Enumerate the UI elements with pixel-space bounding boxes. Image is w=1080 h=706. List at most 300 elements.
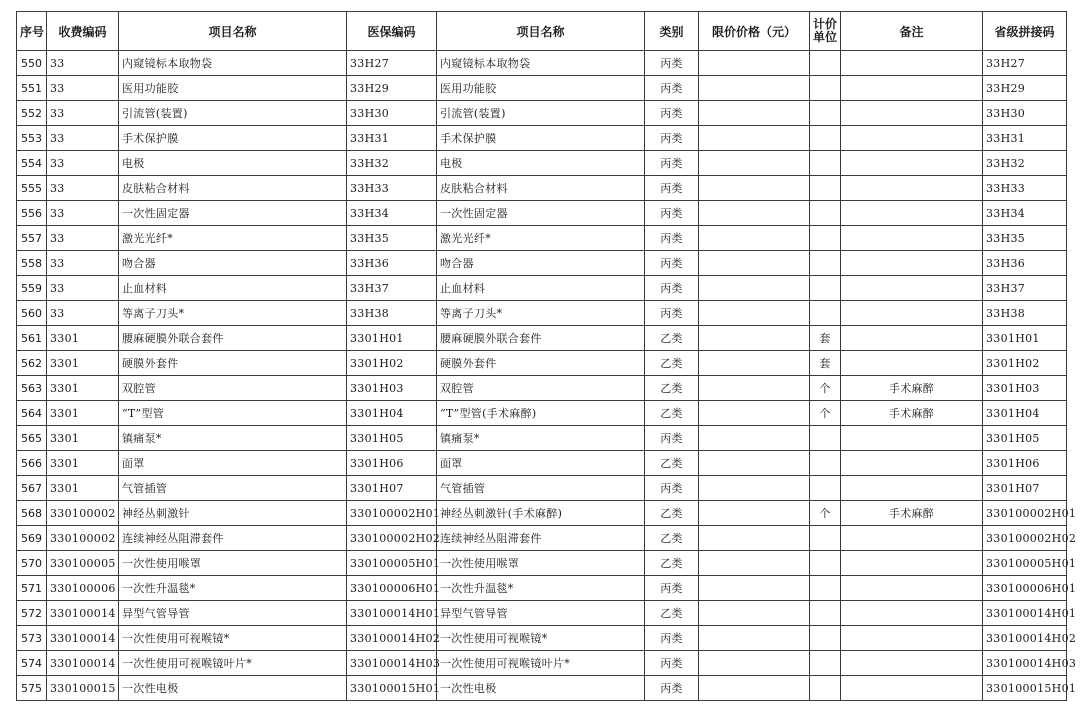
cell-provincial-code: 330100002H02 [983, 526, 1067, 551]
cell-item-name: 神经丛刺激针 [119, 501, 347, 526]
cell-item-name-2: 气管插管 [437, 476, 645, 501]
cell-price-limit [699, 326, 810, 351]
table-row [17, 626, 1067, 651]
cell-provincial-code: 3301H06 [983, 451, 1067, 476]
cell-medical-code: 33H38 [347, 301, 437, 326]
cell-item-name-2: 一次性电极 [437, 676, 645, 701]
cell-category: 乙类 [645, 376, 699, 401]
cell-category: 乙类 [645, 501, 699, 526]
cell-category: 丙类 [645, 476, 699, 501]
cell-remark: 手术麻醉 [841, 376, 983, 401]
cell-remark [841, 676, 983, 701]
cell-item-name-2: 镇痛泵* [437, 426, 645, 451]
table-row [17, 676, 1067, 701]
cell-remark [841, 276, 983, 301]
cell-fee-code: 330100014 [47, 601, 119, 626]
cell-medical-code: 33H31 [347, 126, 437, 151]
cell-provincial-code: 33H29 [983, 76, 1067, 101]
cell-category: 乙类 [645, 401, 699, 426]
cell-item-name: 面罩 [119, 451, 347, 476]
cell-seq: 572 [17, 601, 47, 626]
cell-item-name-2: 止血材料 [437, 276, 645, 301]
table-row [17, 251, 1067, 276]
cell-fee-code: 330100006 [47, 576, 119, 601]
cell-medical-code: 330100002H01 [347, 501, 437, 526]
cell-fee-code: 330100005 [47, 551, 119, 576]
table-row [17, 426, 1067, 451]
table-row [17, 376, 1067, 401]
cell-item-name-2: 激光光纤* [437, 226, 645, 251]
cell-category: 丙类 [645, 676, 699, 701]
table-row [17, 651, 1067, 676]
cell-item-name: 一次性升温毯* [119, 576, 347, 601]
cell-item-name: 一次性使用可视喉镜* [119, 626, 347, 651]
cell-price-limit [699, 176, 810, 201]
cell-price-limit [699, 551, 810, 576]
header-seq: 序号 [17, 12, 47, 51]
cell-seq: 551 [17, 76, 47, 101]
cell-provincial-code: 33H33 [983, 176, 1067, 201]
cell-item-name-2: 内窥镜标本取物袋 [437, 51, 645, 76]
cell-medical-code: 3301H03 [347, 376, 437, 401]
cell-unit [810, 476, 841, 501]
cell-category: 丙类 [645, 101, 699, 126]
cell-remark: 手术麻醉 [841, 401, 983, 426]
cell-provincial-code: 33H30 [983, 101, 1067, 126]
cell-fee-code: 33 [47, 201, 119, 226]
cell-item-name-2: 一次性使用喉罩 [437, 551, 645, 576]
cell-item-name-2: 一次性固定器 [437, 201, 645, 226]
cell-seq: 550 [17, 51, 47, 76]
cell-fee-code: 33 [47, 101, 119, 126]
cell-category: 丙类 [645, 51, 699, 76]
cell-item-name: 一次性电极 [119, 676, 347, 701]
table-row [17, 76, 1067, 101]
cell-medical-code: 33H36 [347, 251, 437, 276]
cell-price-limit [699, 251, 810, 276]
cell-fee-code: 33 [47, 301, 119, 326]
cell-price-limit [699, 626, 810, 651]
cell-remark: 手术麻醉 [841, 501, 983, 526]
cell-remark [841, 601, 983, 626]
cell-seq: 555 [17, 176, 47, 201]
table-row [17, 551, 1067, 576]
cell-provincial-code: 330100002H01 [983, 501, 1067, 526]
cell-remark [841, 301, 983, 326]
table-row [17, 301, 1067, 326]
cell-remark [841, 151, 983, 176]
cell-item-name: “T”型管 [119, 401, 347, 426]
cell-fee-code: 330100002 [47, 526, 119, 551]
cell-price-limit [699, 501, 810, 526]
cell-remark [841, 626, 983, 651]
cell-fee-code: 3301 [47, 376, 119, 401]
cell-seq: 573 [17, 626, 47, 651]
cell-category: 丙类 [645, 426, 699, 451]
cell-item-name-2: 医用功能胶 [437, 76, 645, 101]
cell-price-limit [699, 76, 810, 101]
table-row [17, 276, 1067, 301]
cell-remark [841, 126, 983, 151]
cell-seq: 563 [17, 376, 47, 401]
header-item-name: 项目名称 [119, 12, 347, 51]
cell-remark [841, 451, 983, 476]
cell-price-limit [699, 601, 810, 626]
cell-medical-code: 3301H04 [347, 401, 437, 426]
cell-item-name: 腰麻硬膜外联合套件 [119, 326, 347, 351]
cell-provincial-code: 33H27 [983, 51, 1067, 76]
cell-category: 丙类 [645, 226, 699, 251]
cell-price-limit [699, 201, 810, 226]
cell-item-name: 镇痛泵* [119, 426, 347, 451]
cell-unit: 个 [810, 401, 841, 426]
cell-remark [841, 651, 983, 676]
cell-remark [841, 101, 983, 126]
cell-medical-code: 3301H02 [347, 351, 437, 376]
cell-category: 丙类 [645, 651, 699, 676]
cell-fee-code: 33 [47, 76, 119, 101]
cell-category: 乙类 [645, 601, 699, 626]
cell-unit [810, 251, 841, 276]
cell-price-limit [699, 426, 810, 451]
cell-price-limit [699, 476, 810, 501]
cell-remark [841, 476, 983, 501]
table-row [17, 576, 1067, 601]
cell-fee-code: 3301 [47, 401, 119, 426]
cell-provincial-code: 330100015H01 [983, 676, 1067, 701]
cell-item-name: 一次性固定器 [119, 201, 347, 226]
cell-fee-code: 33 [47, 176, 119, 201]
cell-item-name-2: 引流管(装置) [437, 101, 645, 126]
cell-price-limit [699, 126, 810, 151]
cell-item-name-2: 面罩 [437, 451, 645, 476]
cell-provincial-code: 33H31 [983, 126, 1067, 151]
cell-seq: 570 [17, 551, 47, 576]
cell-price-limit [699, 526, 810, 551]
cell-item-name: 医用功能胶 [119, 76, 347, 101]
table-row [17, 351, 1067, 376]
cell-remark [841, 551, 983, 576]
cell-fee-code: 330100014 [47, 651, 119, 676]
cell-fee-code: 330100015 [47, 676, 119, 701]
table-row [17, 326, 1067, 351]
cell-fee-code: 3301 [47, 351, 119, 376]
cell-fee-code: 3301 [47, 426, 119, 451]
header-price-limit: 限价价格（元） [699, 12, 810, 51]
header-provincial-code: 省级拼接码 [983, 12, 1067, 51]
cell-remark [841, 351, 983, 376]
cell-item-name: 引流管(装置) [119, 101, 347, 126]
cell-fee-code: 330100002 [47, 501, 119, 526]
table-row [17, 476, 1067, 501]
cell-item-name: 硬膜外套件 [119, 351, 347, 376]
cell-unit [810, 151, 841, 176]
cell-item-name-2: 吻合器 [437, 251, 645, 276]
cell-seq: 568 [17, 501, 47, 526]
cell-seq: 559 [17, 276, 47, 301]
cell-unit: 套 [810, 326, 841, 351]
cell-item-name-2: 一次性使用可视喉镜叶片* [437, 651, 645, 676]
cell-provincial-code: 330100014H03 [983, 651, 1067, 676]
cell-price-limit [699, 576, 810, 601]
cell-unit [810, 626, 841, 651]
cell-category: 丙类 [645, 201, 699, 226]
cell-category: 乙类 [645, 326, 699, 351]
cell-provincial-code: 3301H03 [983, 376, 1067, 401]
cell-remark [841, 526, 983, 551]
cell-medical-code: 3301H01 [347, 326, 437, 351]
cell-medical-code: 33H32 [347, 151, 437, 176]
cell-provincial-code: 33H38 [983, 301, 1067, 326]
cell-fee-code: 33 [47, 251, 119, 276]
cell-unit [810, 451, 841, 476]
cell-unit [810, 276, 841, 301]
cell-item-name-2: “T”型管(手术麻醉) [437, 401, 645, 426]
cell-seq: 553 [17, 126, 47, 151]
cell-medical-code: 33H27 [347, 51, 437, 76]
table-row [17, 101, 1067, 126]
cell-item-name-2: 皮肤粘合材料 [437, 176, 645, 201]
cell-item-name: 激光光纤* [119, 226, 347, 251]
cell-item-name-2: 电极 [437, 151, 645, 176]
cell-item-name: 皮肤粘合材料 [119, 176, 347, 201]
table-row [17, 151, 1067, 176]
cell-seq: 558 [17, 251, 47, 276]
cell-item-name: 内窥镜标本取物袋 [119, 51, 347, 76]
cell-remark [841, 51, 983, 76]
cell-provincial-code: 330100005H01 [983, 551, 1067, 576]
cell-unit: 个 [810, 376, 841, 401]
cell-provincial-code: 330100014H02 [983, 626, 1067, 651]
cell-fee-code: 330100014 [47, 626, 119, 651]
cell-fee-code: 3301 [47, 326, 119, 351]
cell-price-limit [699, 376, 810, 401]
cell-seq: 561 [17, 326, 47, 351]
cell-unit [810, 551, 841, 576]
cell-unit [810, 526, 841, 551]
cell-fee-code: 3301 [47, 451, 119, 476]
table-row [17, 51, 1067, 76]
cell-category: 丙类 [645, 176, 699, 201]
cell-fee-code: 33 [47, 226, 119, 251]
cell-seq: 575 [17, 676, 47, 701]
cell-provincial-code: 33H37 [983, 276, 1067, 301]
table-row [17, 451, 1067, 476]
header-fee-code: 收费编码 [47, 12, 119, 51]
cell-medical-code: 330100015H01 [347, 676, 437, 701]
cell-seq: 560 [17, 301, 47, 326]
cell-item-name: 连续神经丛阻滞套件 [119, 526, 347, 551]
table-body [17, 51, 1077, 701]
cell-item-name-2: 双腔管 [437, 376, 645, 401]
cell-category: 乙类 [645, 451, 699, 476]
cell-seq: 554 [17, 151, 47, 176]
table-row [17, 501, 1067, 526]
cell-item-name: 吻合器 [119, 251, 347, 276]
cell-unit: 套 [810, 351, 841, 376]
cell-price-limit [699, 51, 810, 76]
cell-fee-code: 33 [47, 126, 119, 151]
items-table [16, 11, 1077, 701]
header-medical-code: 医保编码 [347, 12, 437, 51]
cell-item-name: 一次性使用可视喉镜叶片* [119, 651, 347, 676]
cell-item-name-2: 神经丛刺激针(手术麻醉) [437, 501, 645, 526]
document-sheet [16, 11, 1077, 701]
cell-unit [810, 301, 841, 326]
cell-medical-code: 33H34 [347, 201, 437, 226]
cell-fee-code: 33 [47, 276, 119, 301]
cell-price-limit [699, 101, 810, 126]
cell-item-name-2: 连续神经丛阻滞套件 [437, 526, 645, 551]
cell-provincial-code: 330100014H01 [983, 601, 1067, 626]
cell-category: 丙类 [645, 126, 699, 151]
cell-seq: 567 [17, 476, 47, 501]
cell-price-limit [699, 651, 810, 676]
cell-item-name: 一次性使用喉罩 [119, 551, 347, 576]
table-row [17, 226, 1067, 251]
cell-unit [810, 76, 841, 101]
cell-category: 乙类 [645, 526, 699, 551]
cell-unit [810, 126, 841, 151]
cell-provincial-code: 3301H02 [983, 351, 1067, 376]
cell-provincial-code: 3301H01 [983, 326, 1067, 351]
cell-medical-code: 3301H05 [347, 426, 437, 451]
table-row [17, 176, 1067, 201]
cell-item-name: 止血材料 [119, 276, 347, 301]
cell-medical-code: 330100014H02 [347, 626, 437, 651]
cell-item-name-2: 硬膜外套件 [437, 351, 645, 376]
cell-item-name-2: 腰麻硬膜外联合套件 [437, 326, 645, 351]
cell-provincial-code: 33H34 [983, 201, 1067, 226]
cell-category: 丙类 [645, 151, 699, 176]
cell-category: 丙类 [645, 76, 699, 101]
cell-medical-code: 330100005H01 [347, 551, 437, 576]
header-unit: 计价单位 [810, 12, 841, 51]
cell-item-name: 气管插管 [119, 476, 347, 501]
cell-seq: 569 [17, 526, 47, 551]
cell-medical-code: 330100014H01 [347, 601, 437, 626]
cell-medical-code: 33H30 [347, 101, 437, 126]
cell-item-name: 电极 [119, 151, 347, 176]
cell-category: 丙类 [645, 251, 699, 276]
cell-unit [810, 51, 841, 76]
cell-medical-code: 330100014H03 [347, 651, 437, 676]
cell-provincial-code: 3301H04 [983, 401, 1067, 426]
cell-medical-code: 3301H07 [347, 476, 437, 501]
cell-unit: 个 [810, 501, 841, 526]
cell-medical-code: 330100002H02 [347, 526, 437, 551]
cell-fee-code: 3301 [47, 476, 119, 501]
cell-seq: 562 [17, 351, 47, 376]
cell-item-name: 双腔管 [119, 376, 347, 401]
table-row [17, 601, 1067, 626]
cell-remark [841, 226, 983, 251]
cell-item-name: 等离子刀头* [119, 301, 347, 326]
cell-seq: 574 [17, 651, 47, 676]
cell-medical-code: 3301H06 [347, 451, 437, 476]
table-row [17, 201, 1067, 226]
header-item-name-2: 项目名称 [437, 12, 645, 51]
cell-item-name-2: 手术保护膜 [437, 126, 645, 151]
cell-price-limit [699, 351, 810, 376]
cell-category: 丙类 [645, 576, 699, 601]
table-row [17, 126, 1067, 151]
cell-medical-code: 33H33 [347, 176, 437, 201]
cell-seq: 571 [17, 576, 47, 601]
cell-unit [810, 101, 841, 126]
cell-price-limit [699, 676, 810, 701]
cell-unit [810, 226, 841, 251]
cell-category: 丙类 [645, 626, 699, 651]
cell-seq: 557 [17, 226, 47, 251]
table-header-row [17, 12, 1067, 51]
cell-unit [810, 651, 841, 676]
cell-remark [841, 576, 983, 601]
cell-item-name-2: 一次性使用可视喉镜* [437, 626, 645, 651]
cell-remark [841, 76, 983, 101]
cell-seq: 564 [17, 401, 47, 426]
cell-unit [810, 176, 841, 201]
cell-unit [810, 601, 841, 626]
cell-fee-code: 33 [47, 51, 119, 76]
cell-item-name: 异型气管导管 [119, 601, 347, 626]
cell-remark [841, 251, 983, 276]
cell-fee-code: 33 [47, 151, 119, 176]
cell-item-name-2: 等离子刀头* [437, 301, 645, 326]
cell-category: 乙类 [645, 351, 699, 376]
cell-provincial-code: 33H36 [983, 251, 1067, 276]
header-remark: 备注 [841, 12, 983, 51]
cell-seq: 565 [17, 426, 47, 451]
cell-price-limit [699, 151, 810, 176]
cell-category: 丙类 [645, 301, 699, 326]
cell-item-name: 手术保护膜 [119, 126, 347, 151]
table-row [17, 401, 1067, 426]
cell-provincial-code: 33H35 [983, 226, 1067, 251]
cell-medical-code: 330100006H01 [347, 576, 437, 601]
cell-unit [810, 426, 841, 451]
cell-seq: 556 [17, 201, 47, 226]
cell-remark [841, 426, 983, 451]
cell-unit [810, 576, 841, 601]
cell-provincial-code: 33H32 [983, 151, 1067, 176]
cell-unit [810, 676, 841, 701]
cell-remark [841, 326, 983, 351]
cell-medical-code: 33H29 [347, 76, 437, 101]
cell-provincial-code: 3301H07 [983, 476, 1067, 501]
cell-price-limit [699, 451, 810, 476]
cell-category: 乙类 [645, 551, 699, 576]
cell-seq: 566 [17, 451, 47, 476]
cell-price-limit [699, 226, 810, 251]
cell-item-name-2: 异型气管导管 [437, 601, 645, 626]
cell-provincial-code: 3301H05 [983, 426, 1067, 451]
cell-category: 丙类 [645, 276, 699, 301]
cell-provincial-code: 330100006H01 [983, 576, 1067, 601]
cell-medical-code: 33H37 [347, 276, 437, 301]
cell-item-name-2: 一次性升温毯* [437, 576, 645, 601]
cell-price-limit [699, 401, 810, 426]
cell-remark [841, 201, 983, 226]
table-row [17, 526, 1067, 551]
cell-price-limit [699, 301, 810, 326]
cell-unit [810, 201, 841, 226]
cell-price-limit [699, 276, 810, 301]
cell-remark [841, 176, 983, 201]
cell-medical-code: 33H35 [347, 226, 437, 251]
header-category: 类别 [645, 12, 699, 51]
cell-seq: 552 [17, 101, 47, 126]
